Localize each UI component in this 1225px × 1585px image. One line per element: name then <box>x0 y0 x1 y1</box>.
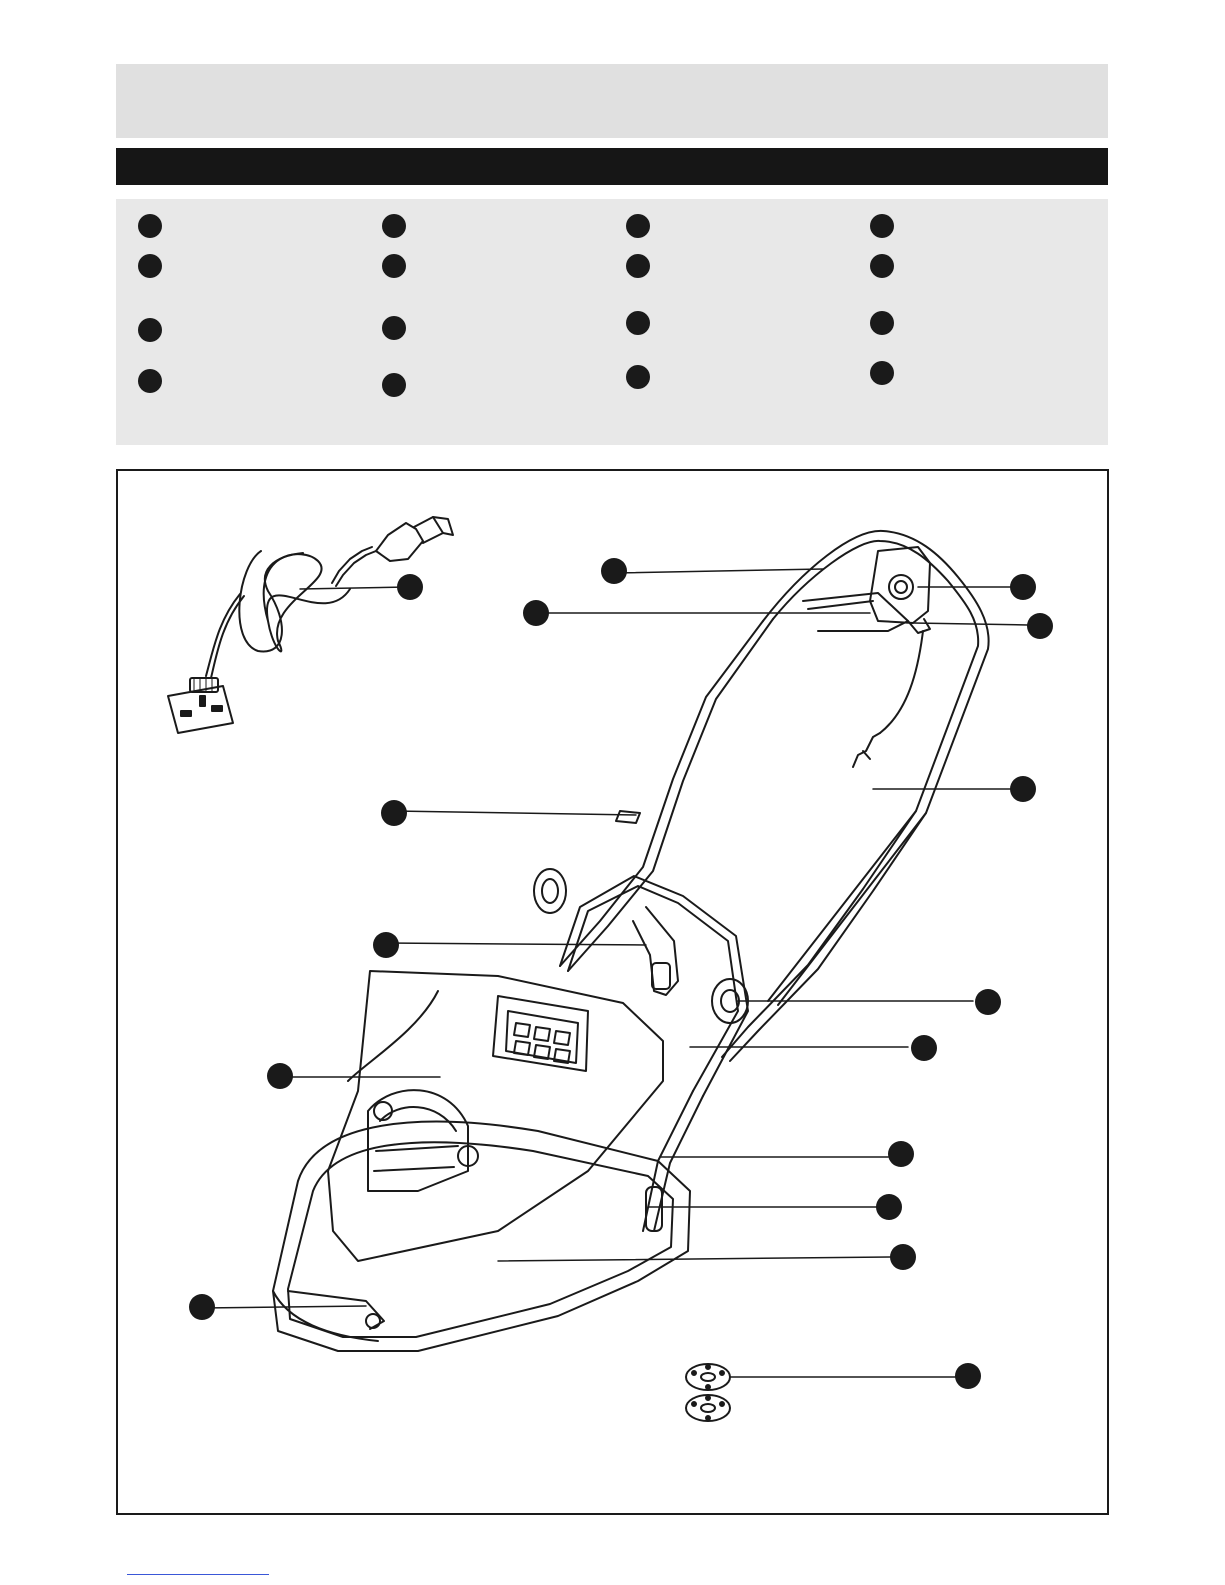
legend-marker <box>870 361 894 385</box>
spacer-washers-drawing <box>686 1364 730 1421</box>
legend-marker <box>626 214 650 238</box>
legend-marker <box>382 373 406 397</box>
lawnmower-parts-diagram <box>116 469 1109 1515</box>
legend-marker <box>382 316 406 340</box>
legend-marker <box>870 311 894 335</box>
legend-marker <box>138 318 162 342</box>
legend-marker <box>626 254 650 278</box>
header-band <box>116 64 1108 138</box>
legend-marker <box>138 214 162 238</box>
footer-link-underline <box>127 1574 269 1575</box>
section-title-band <box>116 148 1108 185</box>
legend-marker <box>870 254 894 278</box>
mower-body-drawing <box>273 971 690 1351</box>
lawnmower-illustration <box>118 471 1107 1513</box>
power-cable-drawing <box>168 517 453 733</box>
legend-marker <box>870 214 894 238</box>
legend-marker <box>138 254 162 278</box>
parts-legend-panel <box>116 199 1108 445</box>
callout-markers <box>189 558 1053 1389</box>
legend-marker <box>138 369 162 393</box>
legend-marker <box>382 254 406 278</box>
legend-marker <box>626 365 650 389</box>
handle-drawing <box>534 531 989 1231</box>
legend-marker <box>626 311 650 335</box>
legend-marker <box>382 214 406 238</box>
